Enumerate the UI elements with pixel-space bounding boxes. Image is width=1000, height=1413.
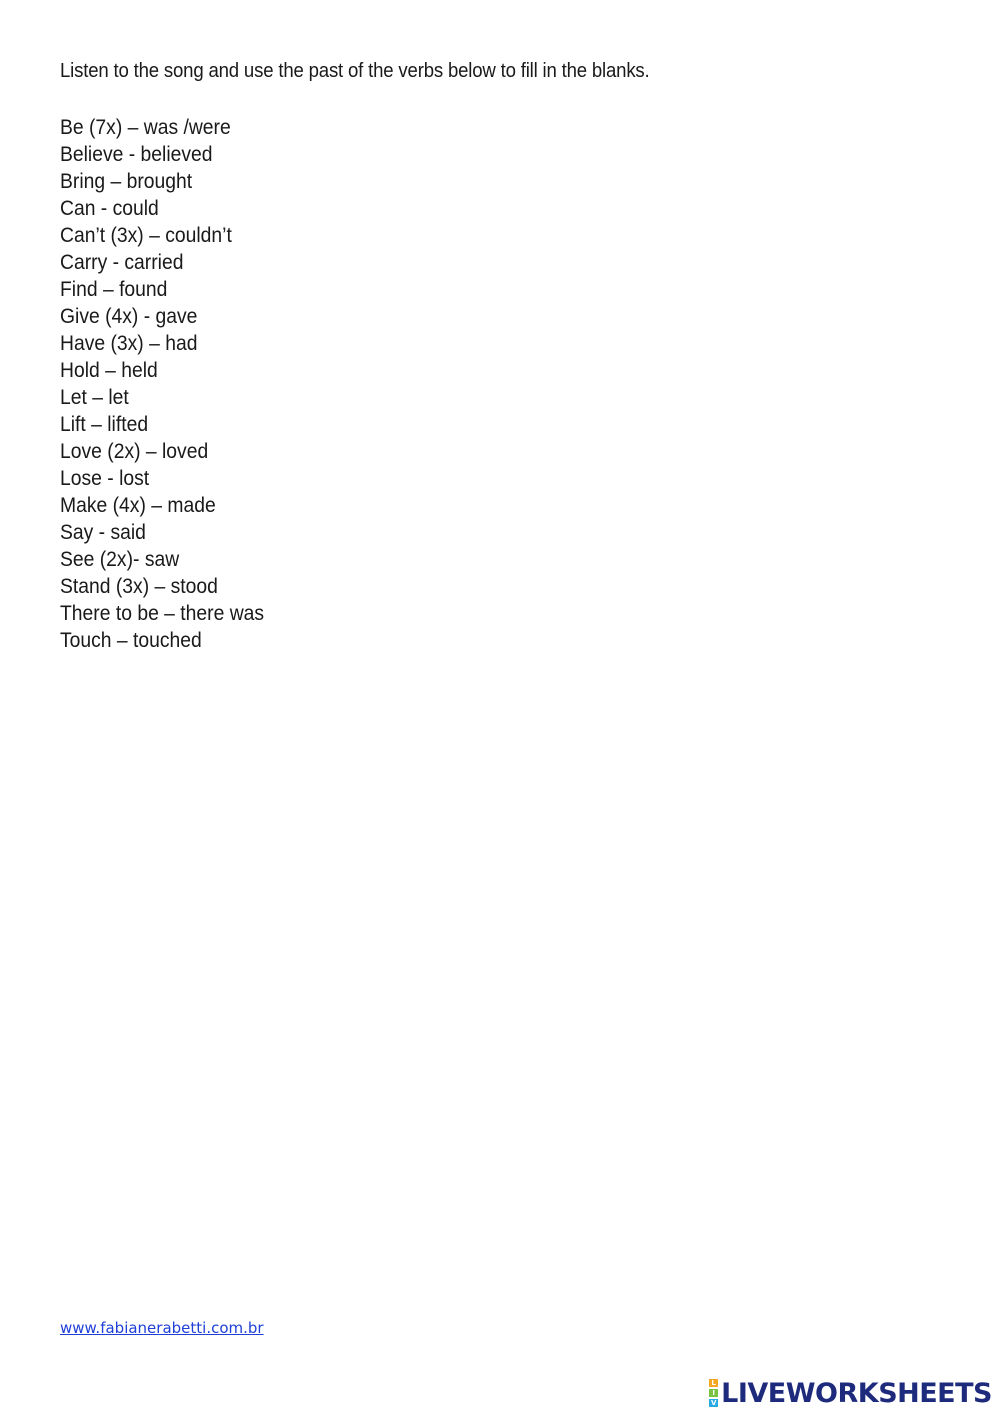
verb-item-find: Find – found	[60, 278, 168, 301]
verb-item-touch: Touch – touched	[60, 629, 202, 652]
verb-item-give: Give (4x) - gave	[60, 305, 198, 328]
logo-mark-icon	[709, 1378, 718, 1408]
verb-item-hold: Hold – held	[60, 359, 158, 382]
verb-item-make: Make (4x) – made	[60, 494, 216, 517]
logo-wordmark: LIVEWORKSHEETS	[721, 1377, 992, 1409]
verb-item-cant: Can’t (3x) – couldn’t	[60, 224, 232, 247]
verb-item-have: Have (3x) – had	[60, 332, 198, 355]
verb-item-love: Love (2x) – loved	[60, 440, 209, 463]
verb-item-believe: Believe - believed	[60, 143, 213, 166]
verb-item-there-to-be: There to be – there was	[60, 602, 265, 625]
logo-mark-cell-3: V	[710, 1399, 717, 1407]
verb-item-be: Be (7x) – was /were	[60, 116, 231, 139]
verb-item-see: See (2x)- saw	[60, 548, 180, 571]
logo-mark-cell-1: L	[709, 1379, 718, 1387]
verb-item-lift: Lift – lifted	[60, 413, 149, 436]
logo-mark-cell-2: I	[709, 1389, 718, 1397]
verb-list	[60, 114, 282, 654]
verb-item-bring: Bring – brought	[60, 170, 193, 193]
verb-item-say: Say - said	[60, 521, 146, 544]
instruction-text: Listen to the song and use the past of the verbs below to fill in the blanks.	[60, 60, 650, 82]
verb-item-carry: Carry - carried	[60, 251, 184, 274]
liveworksheets-logo[interactable]	[709, 1375, 992, 1411]
verb-item-lose: Lose - lost	[60, 467, 150, 490]
verb-item-let: Let – let	[60, 386, 129, 409]
verb-item-can: Can - could	[60, 197, 159, 220]
footer-website-link[interactable]: www.fabianerabetti.com.br	[60, 1319, 264, 1337]
verb-item-stand: Stand (3x) – stood	[60, 575, 218, 598]
